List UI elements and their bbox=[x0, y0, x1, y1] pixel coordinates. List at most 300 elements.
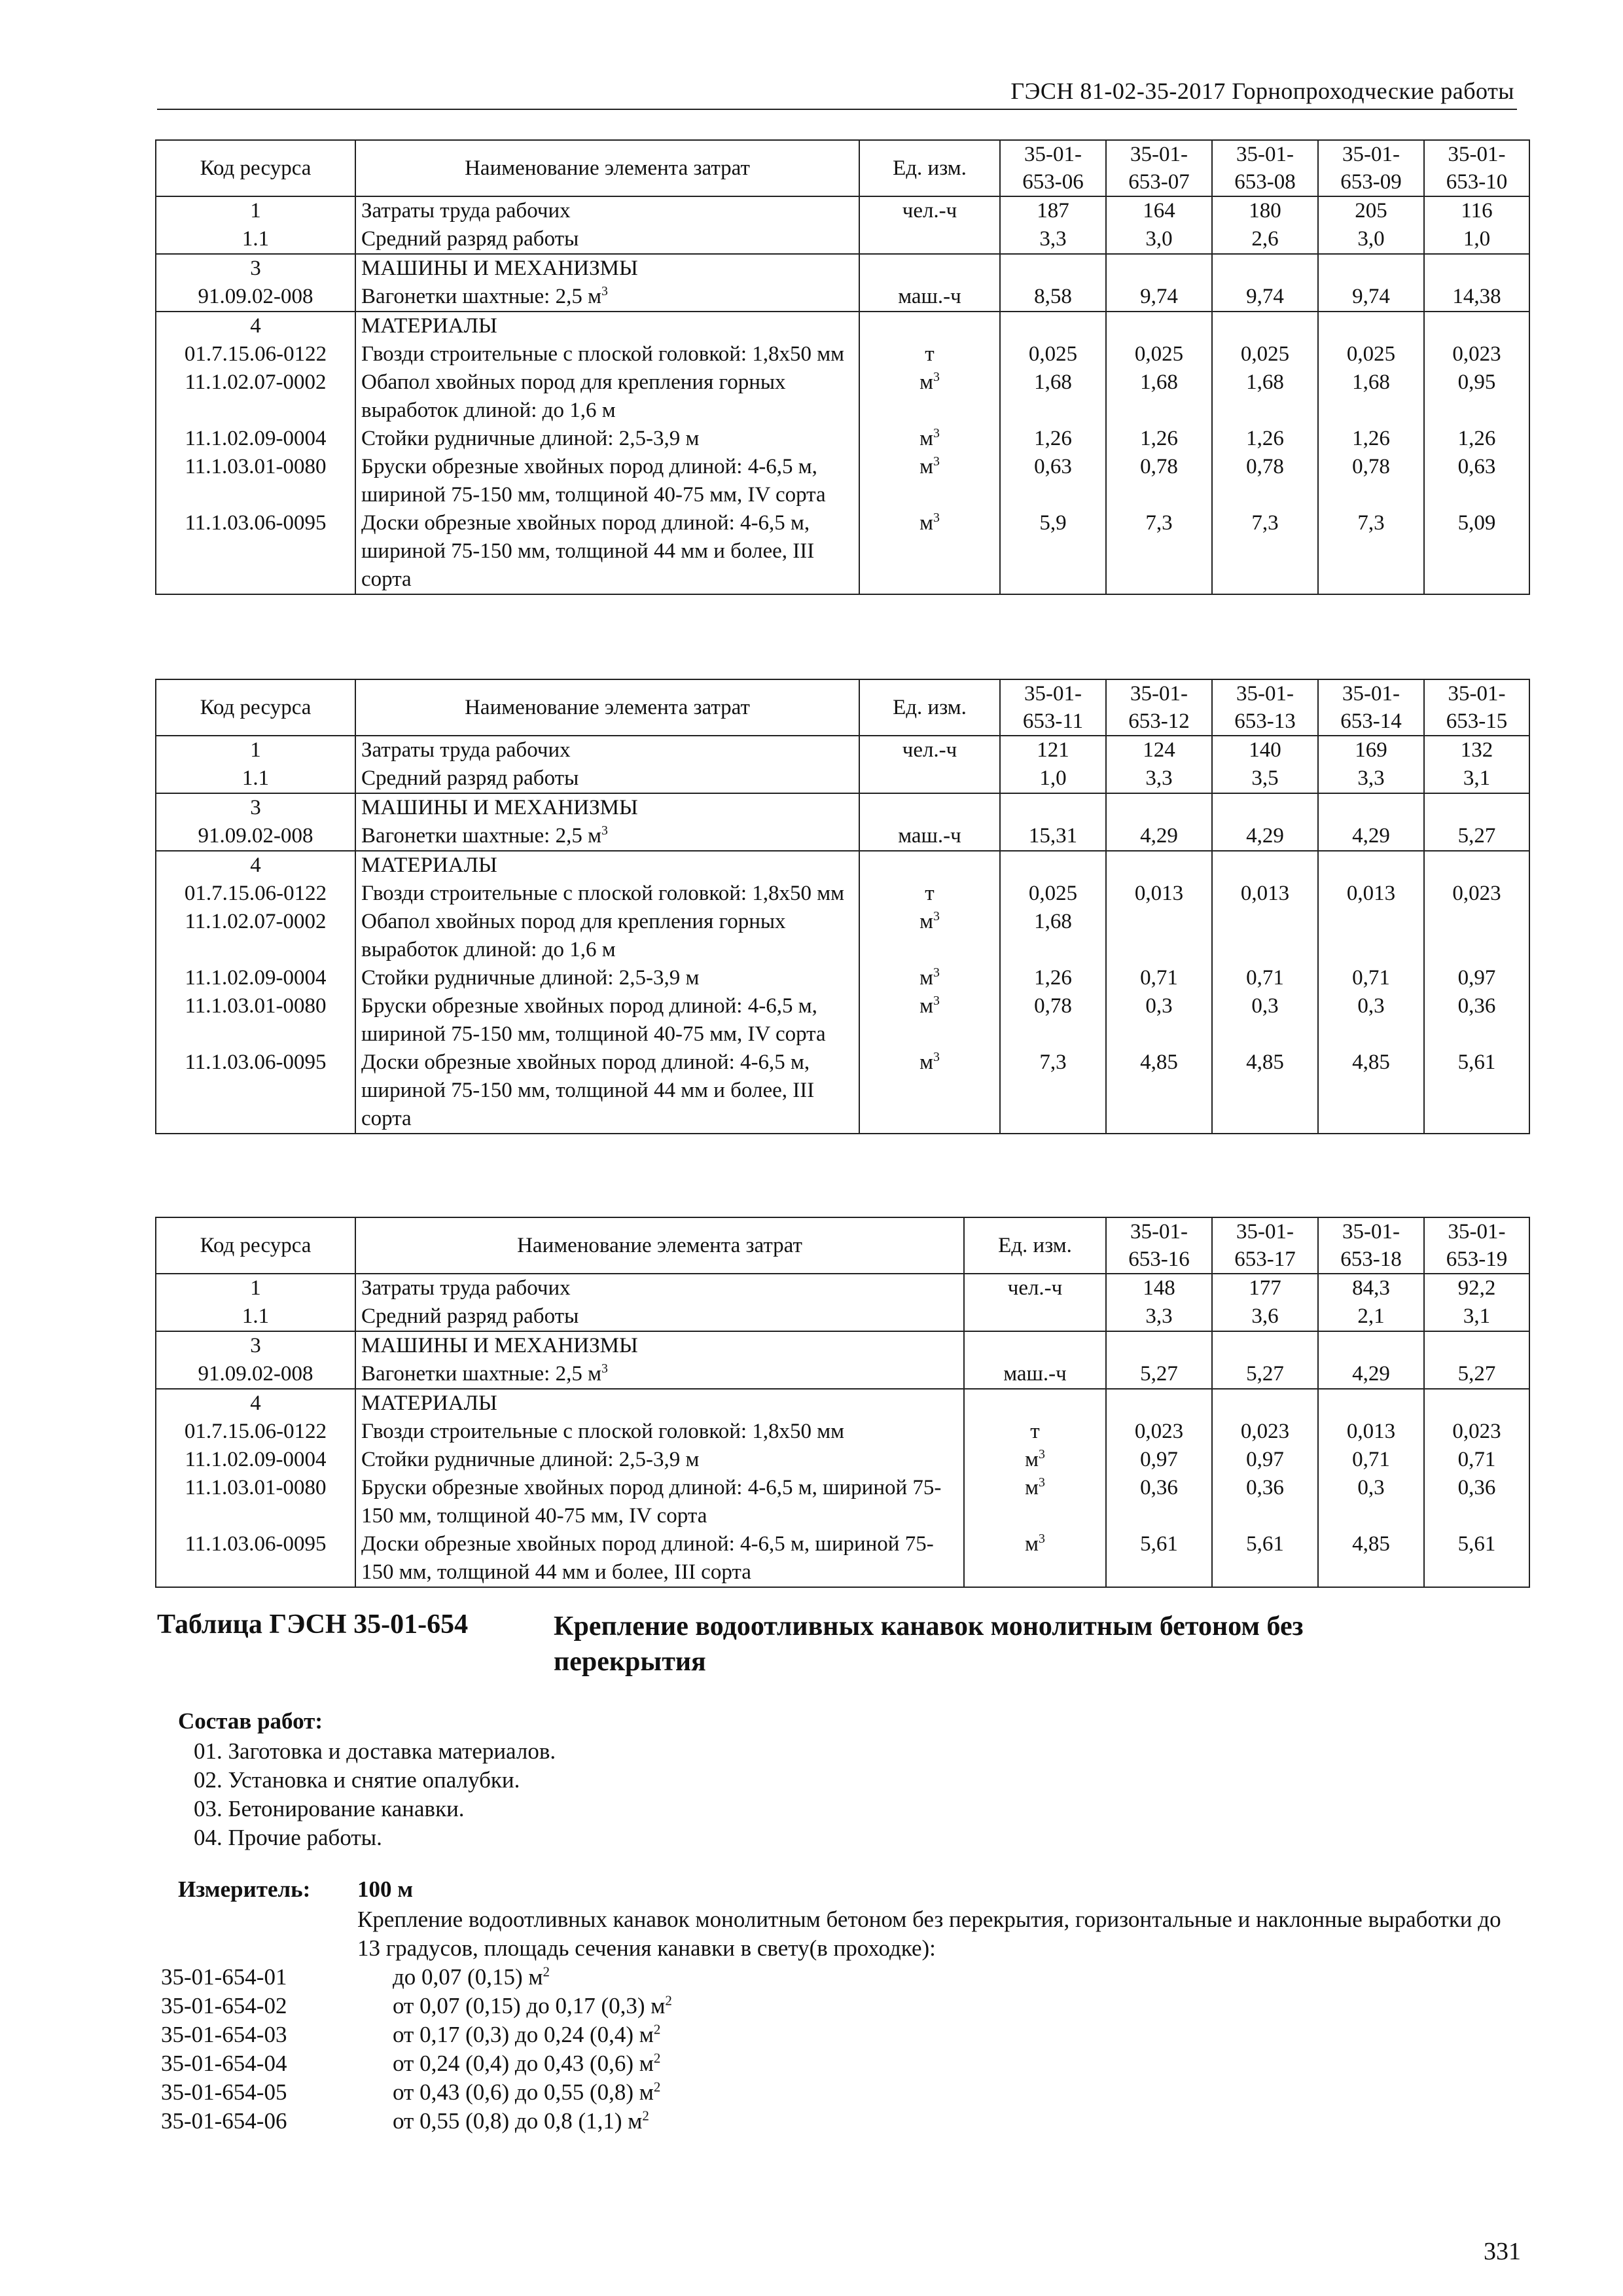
resource-unit: $м^3$ bbox=[859, 964, 1000, 992]
resource-value bbox=[1000, 312, 1106, 340]
norm-description: от 0,55 (0,8) до 0,8 (1,1) $м^2$ bbox=[393, 2108, 649, 2134]
resource-unit: т bbox=[859, 340, 1000, 368]
composition-list bbox=[194, 1737, 556, 1852]
resource-value: 169 bbox=[1318, 736, 1424, 764]
resource-name: Гвозди строительные с плоской головкой: 1,8x50 мм bbox=[355, 880, 859, 908]
resource-value: 140 bbox=[1212, 736, 1318, 764]
resource-code: 3 bbox=[156, 793, 355, 822]
norm-code-row bbox=[161, 2049, 946, 2078]
column-header-name: Наименование элемента затрат bbox=[355, 140, 859, 196]
resource-value: 0,36 bbox=[1106, 1474, 1212, 1530]
column-header-unit: Ед. изм. bbox=[964, 1217, 1106, 1274]
norm-code: 35-01-654-04 bbox=[161, 2051, 287, 2076]
resource-value bbox=[1318, 312, 1424, 340]
norm-code-row bbox=[161, 1963, 946, 1992]
resource-name: МАТЕРИАЛЫ bbox=[355, 851, 859, 880]
table-row bbox=[156, 992, 1529, 1049]
resource-value: 4,29 bbox=[1318, 822, 1424, 851]
resource-code: 11.1.02.07-0002 bbox=[156, 368, 355, 425]
resource-value bbox=[1424, 312, 1529, 340]
resource-value: 187 bbox=[1000, 196, 1106, 225]
resource-table-1 bbox=[155, 139, 1530, 595]
resource-code: 91.09.02-008 bbox=[156, 822, 355, 851]
resource-value: 4,85 bbox=[1212, 1049, 1318, 1134]
resource-unit: чел.-ч bbox=[964, 1274, 1106, 1302]
resource-value bbox=[1424, 1389, 1529, 1418]
norm-code: 35-01-654-05 bbox=[161, 2079, 287, 2105]
resource-value: 1,68 bbox=[1106, 368, 1212, 425]
resource-value: 0,71 bbox=[1212, 964, 1318, 992]
resource-value bbox=[1212, 851, 1318, 880]
resource-value bbox=[1424, 793, 1529, 822]
resource-value bbox=[1424, 1331, 1529, 1360]
resource-value: 124 bbox=[1106, 736, 1212, 764]
resource-value bbox=[1106, 1331, 1212, 1360]
table-row bbox=[156, 1530, 1529, 1587]
resource-value bbox=[1000, 254, 1106, 283]
resource-value bbox=[1106, 851, 1212, 880]
resource-value: 14,38 bbox=[1424, 283, 1529, 312]
resource-code: 11.1.03.01-0080 bbox=[156, 992, 355, 1049]
resource-unit: маш.-ч bbox=[859, 283, 1000, 312]
norm-description: до 0,07 (0,15) $м^2$ bbox=[393, 1964, 550, 1990]
resource-table-3 bbox=[155, 1217, 1530, 1588]
resource-name: Гвозди строительные с плоской головкой: 1,8x50 мм bbox=[355, 1418, 964, 1446]
resource-value: 5,61 bbox=[1106, 1530, 1212, 1587]
resource-value: 148 bbox=[1106, 1274, 1212, 1302]
resource-name: МАШИНЫ И МЕХАНИЗМЫ bbox=[355, 254, 859, 283]
resource-unit: $м^3$ bbox=[859, 453, 1000, 509]
table-row bbox=[156, 764, 1529, 793]
norm-description: от 0,17 (0,3) до 0,24 (0,4) $м^2$ bbox=[393, 2021, 661, 2047]
column-header-code: 35-01-653-17 bbox=[1212, 1217, 1318, 1274]
resource-name: Вагонетки шахтные: 2,5 $м^3$ bbox=[355, 822, 859, 851]
resource-value: 0,97 bbox=[1106, 1446, 1212, 1474]
resource-name: МАШИНЫ И МЕХАНИЗМЫ bbox=[355, 793, 859, 822]
table-row bbox=[156, 509, 1529, 594]
resource-value: 116 bbox=[1424, 196, 1529, 225]
resource-value: 7,3 bbox=[1318, 509, 1424, 594]
table-row bbox=[156, 851, 1529, 880]
resource-value: 205 bbox=[1318, 196, 1424, 225]
table-row bbox=[156, 368, 1529, 425]
resource-value: 3,1 bbox=[1424, 764, 1529, 793]
resource-name: Обапол хвойных пород для крепления горных выработок длиной: до 1,6 м bbox=[355, 908, 859, 964]
resource-value: 0,025 bbox=[1106, 340, 1212, 368]
resource-unit bbox=[964, 1302, 1106, 1331]
resource-value: 0,3 bbox=[1212, 992, 1318, 1049]
resource-value: 3,6 bbox=[1212, 1302, 1318, 1331]
resource-table-2 bbox=[155, 679, 1530, 1134]
resource-name: Доски обрезные хвойных пород длиной: 4-6,5 м, шириной 75-150 мм, толщиной 44 мм и более, III сорта bbox=[355, 1530, 964, 1587]
resource-value bbox=[1000, 851, 1106, 880]
resource-value: 3,5 bbox=[1212, 764, 1318, 793]
resource-value: 0,025 bbox=[1318, 340, 1424, 368]
resource-value: 5,27 bbox=[1106, 1360, 1212, 1389]
resource-value: 177 bbox=[1212, 1274, 1318, 1302]
resource-value: 4,85 bbox=[1318, 1049, 1424, 1134]
resource-unit: $м^3$ bbox=[859, 368, 1000, 425]
table-row bbox=[156, 1302, 1529, 1331]
resource-value: 3,3 bbox=[1106, 1302, 1212, 1331]
column-header-name: Наименование элемента затрат bbox=[355, 679, 859, 736]
resource-value bbox=[1212, 908, 1318, 964]
resource-code: 11.1.02.07-0002 bbox=[156, 908, 355, 964]
table-row bbox=[156, 1418, 1529, 1446]
resource-value: 1,0 bbox=[1000, 764, 1106, 793]
column-header-resource: Код ресурса bbox=[156, 679, 355, 736]
resource-value: 5,27 bbox=[1424, 822, 1529, 851]
table-row bbox=[156, 196, 1529, 225]
resource-value bbox=[1106, 793, 1212, 822]
resource-value: 1,26 bbox=[1318, 425, 1424, 453]
norm-code: 35-01-654-03 bbox=[161, 2022, 287, 2047]
resource-value bbox=[1318, 254, 1424, 283]
resource-unit: $м^3$ bbox=[964, 1530, 1106, 1587]
resource-value: 2,1 bbox=[1318, 1302, 1424, 1331]
resource-value: 5,27 bbox=[1424, 1360, 1529, 1389]
resource-value: 7,3 bbox=[1212, 509, 1318, 594]
resource-value: 0,013 bbox=[1106, 880, 1212, 908]
resource-value: 0,78 bbox=[1106, 453, 1212, 509]
resource-value bbox=[1424, 908, 1529, 964]
composition-item: 04. Прочие работы. bbox=[194, 1825, 382, 1850]
norm-description: от 0,43 (0,6) до 0,55 (0,8) $м^2$ bbox=[393, 2079, 661, 2105]
composition-heading: Состав работ: bbox=[178, 1708, 323, 1734]
resource-code: 11.1.03.01-0080 bbox=[156, 1474, 355, 1530]
resource-unit bbox=[859, 312, 1000, 340]
resource-name: Доски обрезные хвойных пород длиной: 4-6,5 м, шириной 75-150 мм, толщиной 44 мм и более, III сорта bbox=[355, 1049, 859, 1134]
table-row bbox=[156, 283, 1529, 312]
page-number: 331 bbox=[1484, 2238, 1521, 2265]
column-header-code: 35-01-653-13 bbox=[1212, 679, 1318, 736]
resource-value: 0,013 bbox=[1318, 880, 1424, 908]
table-title: Таблица ГЭСН 35-01-654 bbox=[157, 1609, 469, 1640]
resource-value: 0,013 bbox=[1212, 880, 1318, 908]
table-row bbox=[156, 793, 1529, 822]
resource-code: 11.1.02.09-0004 bbox=[156, 964, 355, 992]
resource-value: 0,023 bbox=[1424, 340, 1529, 368]
resource-code: 4 bbox=[156, 851, 355, 880]
resource-code: 1 bbox=[156, 1274, 355, 1302]
resource-value: 9,74 bbox=[1318, 283, 1424, 312]
resource-value: 180 bbox=[1212, 196, 1318, 225]
resource-value: 2,6 bbox=[1212, 225, 1318, 254]
composition-item: 01. Заготовка и доставка материалов. bbox=[194, 1738, 556, 1764]
norm-code: 35-01-654-06 bbox=[161, 2108, 287, 2134]
column-header-resource: Код ресурса bbox=[156, 140, 355, 196]
resource-value: 1,0 bbox=[1424, 225, 1529, 254]
resource-value: 1,68 bbox=[1212, 368, 1318, 425]
resource-unit: маш.-ч bbox=[859, 822, 1000, 851]
resource-value: 3,0 bbox=[1318, 225, 1424, 254]
resource-name: МАТЕРИАЛЫ bbox=[355, 1389, 964, 1418]
column-header-code: 35-01-653-19 bbox=[1424, 1217, 1529, 1274]
resource-value: 0,63 bbox=[1000, 453, 1106, 509]
table-row bbox=[156, 964, 1529, 992]
resource-value: 0,78 bbox=[1000, 992, 1106, 1049]
table-row bbox=[156, 822, 1529, 851]
resource-value: 121 bbox=[1000, 736, 1106, 764]
resource-name: Стойки рудничные длиной: 2,5-3,9 м bbox=[355, 1446, 964, 1474]
measure-label: Измеритель: bbox=[178, 1876, 311, 1902]
norm-code-list bbox=[161, 1963, 946, 2136]
resource-value: 5,9 bbox=[1000, 509, 1106, 594]
resource-code: 11.1.03.06-0095 bbox=[156, 1530, 355, 1587]
resource-value: 0,023 bbox=[1212, 1418, 1318, 1446]
resource-unit bbox=[964, 1389, 1106, 1418]
resource-code: 3 bbox=[156, 1331, 355, 1360]
norm-description: от 0,24 (0,4) до 0,43 (0,6) $м^2$ bbox=[393, 2050, 661, 2076]
resource-code: 11.1.02.09-0004 bbox=[156, 425, 355, 453]
resource-code: 91.09.02-008 bbox=[156, 1360, 355, 1389]
resource-value: 9,74 bbox=[1106, 283, 1212, 312]
table-row bbox=[156, 1389, 1529, 1418]
resource-value: 84,3 bbox=[1318, 1274, 1424, 1302]
resource-name: Средний разряд работы bbox=[355, 1302, 964, 1331]
resource-name: МАТЕРИАЛЫ bbox=[355, 312, 859, 340]
table-row bbox=[156, 312, 1529, 340]
resource-value: 0,025 bbox=[1000, 880, 1106, 908]
resource-value: 3,3 bbox=[1318, 764, 1424, 793]
table-header-row bbox=[156, 140, 1529, 196]
resource-value: 3,3 bbox=[1106, 764, 1212, 793]
resource-name: Бруски обрезные хвойных пород длиной: 4-6,5 м, шириной 75-150 мм, толщиной 40-75 мм, IV сорта bbox=[355, 992, 859, 1049]
table-row bbox=[156, 254, 1529, 283]
table-row bbox=[156, 453, 1529, 509]
column-header-name: Наименование элемента затрат bbox=[355, 1217, 964, 1274]
resource-value: 0,023 bbox=[1106, 1418, 1212, 1446]
resource-value: 0,71 bbox=[1424, 1446, 1529, 1474]
resource-unit bbox=[859, 793, 1000, 822]
column-header-unit: Ед. изм. bbox=[859, 140, 1000, 196]
column-header-code: 35-01-653-07 bbox=[1106, 140, 1212, 196]
resource-name: Доски обрезные хвойных пород длиной: 4-6,5 м, шириной 75-150 мм, толщиной 44 мм и более, III сорта bbox=[355, 509, 859, 594]
resource-value bbox=[1212, 312, 1318, 340]
table-row bbox=[156, 908, 1529, 964]
resource-value bbox=[1318, 908, 1424, 964]
resource-unit bbox=[964, 1331, 1106, 1360]
resource-unit: т bbox=[964, 1418, 1106, 1446]
table-row bbox=[156, 340, 1529, 368]
resource-value: 1,68 bbox=[1000, 368, 1106, 425]
resource-code: 11.1.03.06-0095 bbox=[156, 1049, 355, 1134]
column-header-code: 35-01-653-15 bbox=[1424, 679, 1529, 736]
resource-unit: $м^3$ bbox=[859, 1049, 1000, 1134]
column-header-code: 35-01-653-09 bbox=[1318, 140, 1424, 196]
resource-code: 11.1.03.01-0080 bbox=[156, 453, 355, 509]
resource-value: 1,26 bbox=[1424, 425, 1529, 453]
resource-value: 3,3 bbox=[1000, 225, 1106, 254]
resource-value: 0,3 bbox=[1318, 1474, 1424, 1530]
resource-value: 0,97 bbox=[1424, 964, 1529, 992]
norm-code-row bbox=[161, 2020, 946, 2049]
resource-value: 0,023 bbox=[1424, 880, 1529, 908]
resource-value bbox=[1318, 1331, 1424, 1360]
resource-unit bbox=[859, 225, 1000, 254]
resource-value: 5,61 bbox=[1424, 1049, 1529, 1134]
column-header-code: 35-01-653-18 bbox=[1318, 1217, 1424, 1274]
resource-value: 5,61 bbox=[1424, 1530, 1529, 1587]
resource-code: 1 bbox=[156, 736, 355, 764]
resource-name: Гвозди строительные с плоской головкой: 1,8x50 мм bbox=[355, 340, 859, 368]
resource-code: 11.1.02.09-0004 bbox=[156, 1446, 355, 1474]
resource-value: 7,3 bbox=[1000, 1049, 1106, 1134]
resource-value: 4,29 bbox=[1318, 1360, 1424, 1389]
table-row bbox=[156, 880, 1529, 908]
resource-value: 0,71 bbox=[1318, 1446, 1424, 1474]
resource-name: Затраты труда рабочих bbox=[355, 1274, 964, 1302]
resource-value: 92,2 bbox=[1424, 1274, 1529, 1302]
resource-code: 1.1 bbox=[156, 225, 355, 254]
resource-value bbox=[1106, 908, 1212, 964]
resource-name: Стойки рудничные длиной: 2,5-3,9 м bbox=[355, 425, 859, 453]
composition-item: 02. Установка и снятие опалубки. bbox=[194, 1767, 520, 1793]
resource-value bbox=[1106, 1389, 1212, 1418]
resource-value: 0,78 bbox=[1318, 453, 1424, 509]
norm-code-row bbox=[161, 1992, 946, 2020]
resource-value: 0,023 bbox=[1424, 1418, 1529, 1446]
header-title: ГЭСН 81-02-35-2017 Горнопроходческие работы bbox=[1010, 78, 1514, 104]
resource-value: 0,36 bbox=[1424, 992, 1529, 1049]
resource-value: 0,95 bbox=[1424, 368, 1529, 425]
resource-value: 3,1 bbox=[1424, 1302, 1529, 1331]
resource-unit: $м^3$ bbox=[964, 1474, 1106, 1530]
resource-value: 9,74 bbox=[1212, 283, 1318, 312]
resource-value bbox=[1424, 254, 1529, 283]
page-header bbox=[157, 73, 1517, 110]
resource-unit: чел.-ч bbox=[859, 196, 1000, 225]
resource-value bbox=[1212, 793, 1318, 822]
resource-value: 1,26 bbox=[1000, 425, 1106, 453]
composition-item: 03. Бетонирование канавки. bbox=[194, 1796, 465, 1821]
resource-value: 5,27 bbox=[1212, 1360, 1318, 1389]
norm-code: 35-01-654-02 bbox=[161, 1993, 287, 2018]
resource-unit bbox=[859, 764, 1000, 793]
resource-value: 164 bbox=[1106, 196, 1212, 225]
resource-code: 4 bbox=[156, 312, 355, 340]
resource-value: 0,71 bbox=[1318, 964, 1424, 992]
resource-value: 0,025 bbox=[1000, 340, 1106, 368]
resource-code: 11.1.03.06-0095 bbox=[156, 509, 355, 594]
column-header-code: 35-01-653-08 bbox=[1212, 140, 1318, 196]
resource-code: 4 bbox=[156, 1389, 355, 1418]
resource-value bbox=[1000, 793, 1106, 822]
resource-value: 1,68 bbox=[1000, 908, 1106, 964]
column-header-resource: Код ресурса bbox=[156, 1217, 355, 1274]
resource-value bbox=[1212, 254, 1318, 283]
resource-value: 4,29 bbox=[1106, 822, 1212, 851]
resource-name: Средний разряд работы bbox=[355, 764, 859, 793]
resource-value: 1,26 bbox=[1212, 425, 1318, 453]
resource-value: 0,36 bbox=[1424, 1474, 1529, 1530]
resource-value: 3,0 bbox=[1106, 225, 1212, 254]
resource-name: Затраты труда рабочих bbox=[355, 736, 859, 764]
resource-name: Вагонетки шахтные: 2,5 $м^3$ bbox=[355, 1360, 964, 1389]
resource-value bbox=[1424, 851, 1529, 880]
table-description: Крепление водоотливных канавок монолитным бетоном без перекрытия bbox=[554, 1611, 1304, 1677]
resource-value: 0,3 bbox=[1106, 992, 1212, 1049]
resource-code: 1.1 bbox=[156, 764, 355, 793]
resource-name: МАШИНЫ И МЕХАНИЗМЫ bbox=[355, 1331, 964, 1360]
resource-value: 0,36 bbox=[1212, 1474, 1318, 1530]
resource-value bbox=[1318, 851, 1424, 880]
resource-value: 0,97 bbox=[1212, 1446, 1318, 1474]
table-row bbox=[156, 1474, 1529, 1530]
resource-unit bbox=[859, 254, 1000, 283]
resource-name: Обапол хвойных пород для крепления горных выработок длиной: до 1,6 м bbox=[355, 368, 859, 425]
resource-unit: $м^3$ bbox=[964, 1446, 1106, 1474]
resource-value: 0,63 bbox=[1424, 453, 1529, 509]
resource-code: 1.1 bbox=[156, 1302, 355, 1331]
table-row bbox=[156, 1331, 1529, 1360]
resource-unit: чел.-ч bbox=[859, 736, 1000, 764]
resource-unit: $м^3$ bbox=[859, 425, 1000, 453]
resource-value bbox=[1106, 312, 1212, 340]
table-row bbox=[156, 225, 1529, 254]
resource-name: Вагонетки шахтные: 2,5 $м^3$ bbox=[355, 283, 859, 312]
table-header-row bbox=[156, 679, 1529, 736]
table-row bbox=[156, 1360, 1529, 1389]
resource-name: Бруски обрезные хвойных пород длиной: 4-6,5 м, шириной 75-150 мм, толщиной 40-75 мм, IV сорта bbox=[355, 453, 859, 509]
column-header-code: 35-01-653-12 bbox=[1106, 679, 1212, 736]
table-row bbox=[156, 1274, 1529, 1302]
resource-value bbox=[1212, 1389, 1318, 1418]
resource-value bbox=[1106, 254, 1212, 283]
column-header-code: 35-01-653-06 bbox=[1000, 140, 1106, 196]
resource-value: 5,61 bbox=[1212, 1530, 1318, 1587]
resource-code: 01.7.15.06-0122 bbox=[156, 340, 355, 368]
resource-unit: т bbox=[859, 880, 1000, 908]
norm-description: от 0,07 (0,15) до 0,17 (0,3) $м^2$ bbox=[393, 1992, 672, 2018]
resource-code: 91.09.02-008 bbox=[156, 283, 355, 312]
resource-value: 4,85 bbox=[1318, 1530, 1424, 1587]
resource-value: 15,31 bbox=[1000, 822, 1106, 851]
resource-code: 01.7.15.06-0122 bbox=[156, 1418, 355, 1446]
norm-code-row bbox=[161, 2107, 946, 2136]
column-header-unit: Ед. изм. bbox=[859, 679, 1000, 736]
resource-unit bbox=[859, 851, 1000, 880]
resource-code: 01.7.15.06-0122 bbox=[156, 880, 355, 908]
resource-unit: маш.-ч bbox=[964, 1360, 1106, 1389]
measure-description: Крепление водоотливных канавок монолитным бетоном без перекрытия, горизонтальные и наклонные выработки до 13 градусов, площадь сечения канавки в свету(в проходке): bbox=[357, 1907, 1501, 1961]
measure-unit: 100 м bbox=[357, 1876, 414, 1902]
column-header-code: 35-01-653-10 bbox=[1424, 140, 1529, 196]
resource-value: 8,58 bbox=[1000, 283, 1106, 312]
resource-value bbox=[1318, 793, 1424, 822]
resource-code: 3 bbox=[156, 254, 355, 283]
resource-unit: $м^3$ bbox=[859, 908, 1000, 964]
resource-name: Стойки рудничные длиной: 2,5-3,9 м bbox=[355, 964, 859, 992]
column-header-code: 35-01-653-14 bbox=[1318, 679, 1424, 736]
resource-name: Затраты труда рабочих bbox=[355, 196, 859, 225]
resource-value: 0,71 bbox=[1106, 964, 1212, 992]
resource-name: Средний разряд работы bbox=[355, 225, 859, 254]
resource-value bbox=[1318, 1389, 1424, 1418]
resource-code: 1 bbox=[156, 196, 355, 225]
resource-value: 1,26 bbox=[1000, 964, 1106, 992]
resource-value: 7,3 bbox=[1106, 509, 1212, 594]
resource-value: 0,78 bbox=[1212, 453, 1318, 509]
resource-value: 4,29 bbox=[1212, 822, 1318, 851]
resource-value: 4,85 bbox=[1106, 1049, 1212, 1134]
norm-code: 35-01-654-01 bbox=[161, 1964, 287, 1990]
resource-unit: $м^3$ bbox=[859, 509, 1000, 594]
resource-value bbox=[1212, 1331, 1318, 1360]
column-header-code: 35-01-653-16 bbox=[1106, 1217, 1212, 1274]
table-row bbox=[156, 1446, 1529, 1474]
table-row bbox=[156, 736, 1529, 764]
